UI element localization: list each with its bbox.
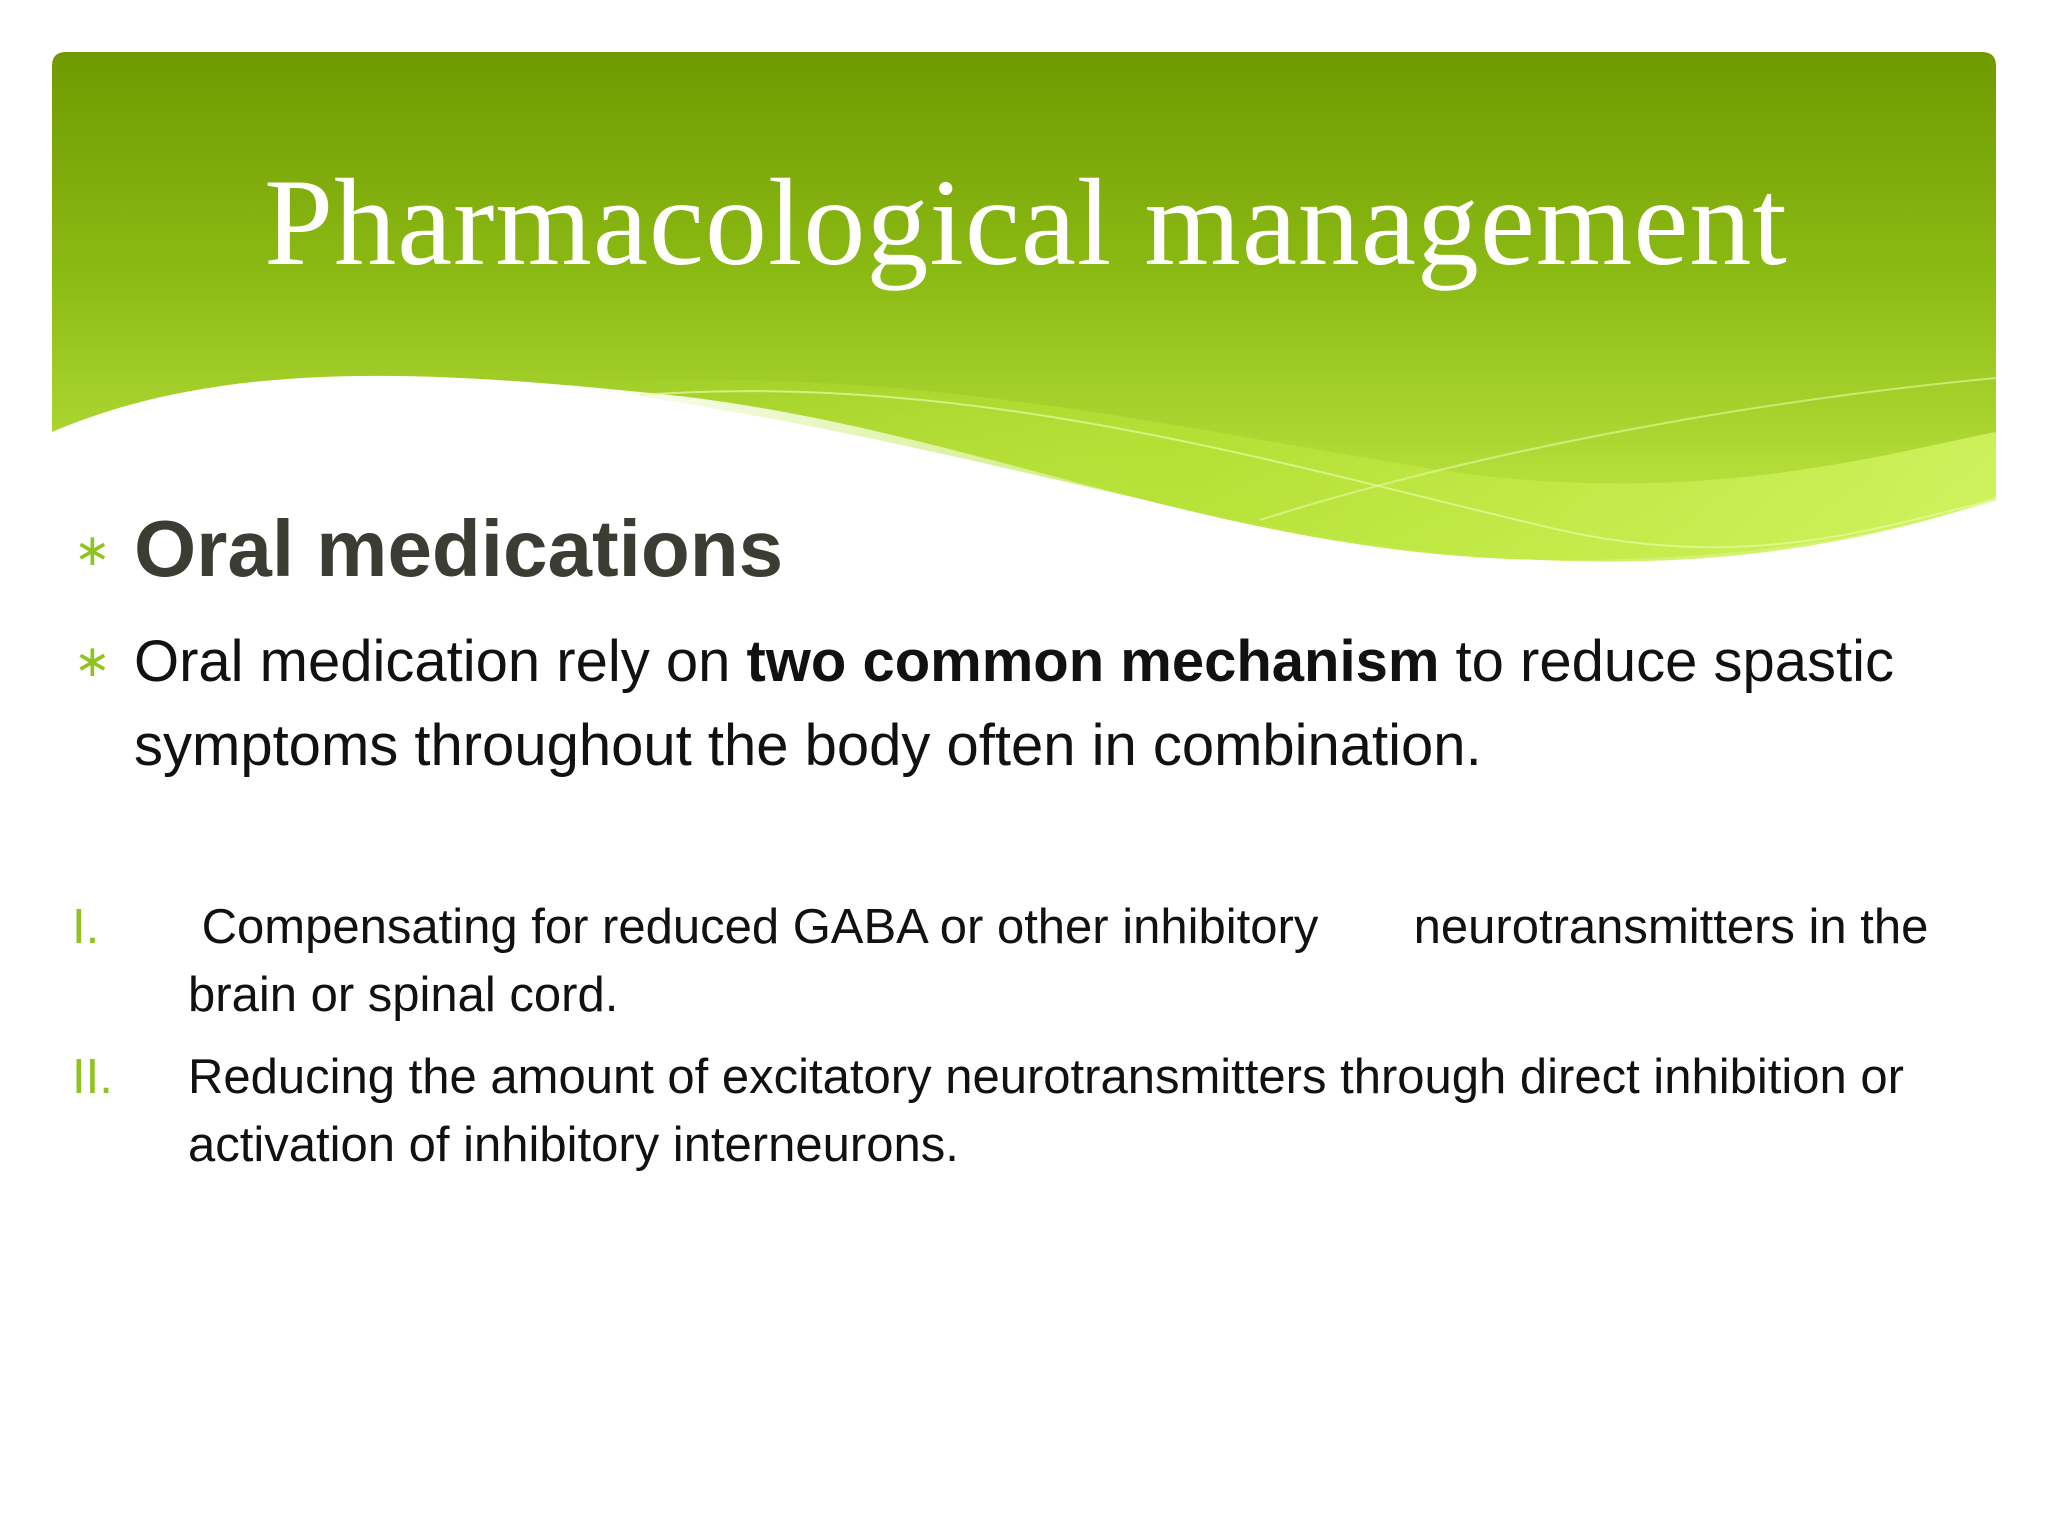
asterisk-icon: ∗ xyxy=(74,636,111,687)
numbered-marker: I. xyxy=(72,900,100,954)
numbered-marker: II. xyxy=(72,1050,113,1104)
asterisk-icon: ∗ xyxy=(74,525,111,576)
bullet-text-before: Oral medication rely on xyxy=(134,629,747,694)
bullet-item-mechanism xyxy=(74,620,1974,788)
numbered-text: Reducing the amount of excitatory neurotransmitters through direct inhibition or activation of inhibitory interneurons. xyxy=(188,1050,1918,1172)
subheading: Oral medications xyxy=(134,504,784,593)
numbered-text: Compensating for reduced GABA or other inhibitory neurotransmitters in the brain or spinal cord. xyxy=(188,900,1942,1022)
bullet-text-after: to reduce spastic symptoms throughout the body often in combination. xyxy=(134,629,1894,778)
bullet-text xyxy=(134,620,1934,788)
numbered-item-1 xyxy=(72,893,1988,1029)
bullet-item-oral-medications xyxy=(74,505,783,595)
numbered-item-2 xyxy=(72,1043,1988,1179)
slide-title: Pharmacological management xyxy=(264,154,1788,291)
bullet-text-bold: two common mechanism xyxy=(746,629,1440,694)
